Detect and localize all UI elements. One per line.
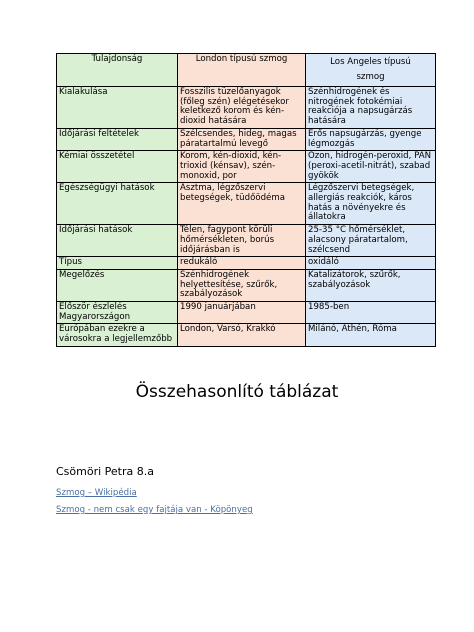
table-header-row: [57, 54, 436, 87]
london-cell: Szénhidrogének helyettesítése, szűrők, szabályozások: [178, 269, 306, 301]
wikipedia-link[interactable]: Szmog – Wikipédia: [56, 488, 137, 498]
los-angeles-cell: 1985-ben: [306, 302, 436, 324]
table-row: [57, 302, 436, 324]
los-angeles-cell: Milánó, Athén, Róma: [306, 324, 436, 346]
los-angeles-cell: Katalizátorok, szűrők, szabályozások: [306, 269, 436, 301]
london-cell: redukáló: [178, 257, 306, 270]
los-angeles-cell: Ózon, hidrogén-peroxid, PAN (peroxi-acetil-nitrát), szabad gyökök: [306, 151, 436, 183]
row-label: Megelőzés: [57, 269, 178, 301]
table-row: [57, 151, 436, 183]
row-label: Kémiai összetétel: [57, 151, 178, 183]
table-row: [57, 87, 436, 129]
los-angeles-cell: Légzőszervi betegségek, allergiás reakciók, káros hatás a növényekre és állatokra: [306, 183, 436, 225]
header-los-angeles: Los Angeles típusú szmog: [306, 54, 436, 87]
london-cell: Asztma, légzőszervi betegségek, tüdőödéma: [178, 183, 306, 225]
row-label: Típus: [57, 257, 178, 270]
row-label: Európában ezekre a városokra a legjellemzőbb: [57, 324, 178, 346]
row-label: Időjárási hatások: [57, 225, 178, 257]
table-caption: Összehasonlító táblázat: [135, 382, 339, 402]
london-cell: London, Varsó, Krakkó: [178, 324, 306, 346]
los-angeles-cell: Szénhidrogének és nitrogének fotokémiai reakciója a napsugárzás hatására: [306, 87, 436, 129]
london-cell: Fosszilis tüzelőanyagok (főleg szén) elégetésekor keletkező korom és kén-dioxid hatására: [178, 87, 306, 129]
author-name: Csömöri Petra 8.a: [56, 465, 154, 478]
comparison-table: [56, 53, 436, 347]
row-label: Egészségügyi hatások: [57, 183, 178, 225]
los-angeles-cell: oxidáló: [306, 257, 436, 270]
header-property: Tulajdonság: [57, 54, 178, 87]
london-cell: Szélcsendes, hideg, magas páratartalmú levegő: [178, 128, 306, 150]
row-label: Először észlelés Magyarországon: [57, 302, 178, 324]
row-label: Időjárási feltételek: [57, 128, 178, 150]
table-row: [57, 128, 436, 150]
table-row: [57, 324, 436, 346]
header-london: London típusú szmog: [178, 54, 306, 87]
kopenyeg-link[interactable]: Szmog - nem csak egy fajtája van - Köpönyeg: [56, 505, 253, 515]
table-row: [57, 183, 436, 225]
los-angeles-cell: Erős napsugárzás, gyenge légmozgás: [306, 128, 436, 150]
row-label: Kialakulása: [57, 87, 178, 129]
table-row: [57, 257, 436, 270]
los-angeles-cell: 25-35 °C hőmérséklet, alacsony páratartalom, szélcsend: [306, 225, 436, 257]
london-cell: Korom, kén-dioxid, kén-trioxid (kénsav), szén-monoxid, por: [178, 151, 306, 183]
table-row: [57, 269, 436, 301]
london-cell: Télen, fagypont körüli hőmérsékleten, borús időjárásban is: [178, 225, 306, 257]
london-cell: 1990 januárjában: [178, 302, 306, 324]
table-row: [57, 225, 436, 257]
